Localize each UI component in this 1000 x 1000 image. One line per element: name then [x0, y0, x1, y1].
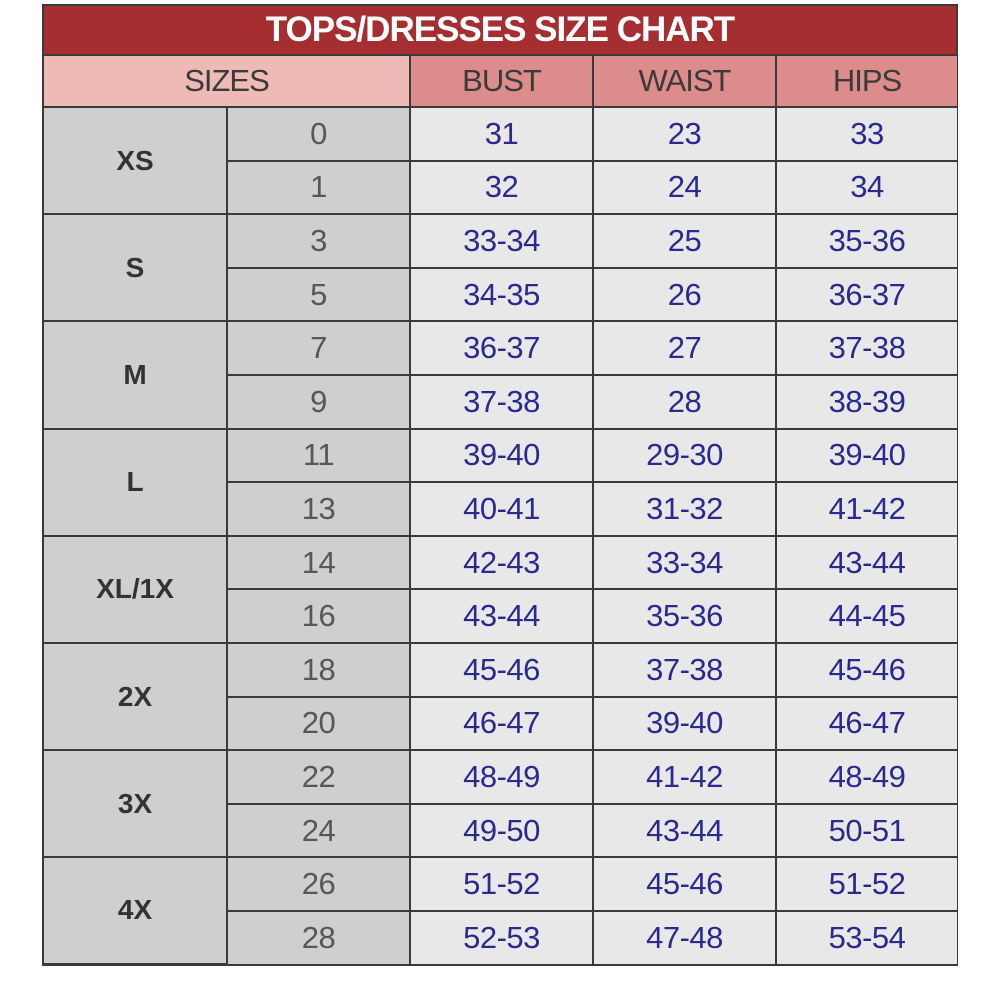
header-row [44, 56, 957, 107]
chart-title: TOPS/DRESSES SIZE CHART [44, 6, 956, 56]
waist-cell: 25 [593, 214, 776, 268]
size-group-label: 4X [44, 857, 227, 963]
bust-cell: 32 [410, 161, 593, 215]
header-waist: WAIST [593, 56, 776, 107]
bust-cell: 45-46 [410, 643, 593, 697]
waist-cell: 31-32 [593, 482, 776, 536]
hips-cell: 50-51 [776, 804, 957, 858]
waist-cell: 29-30 [593, 429, 776, 483]
table-row [44, 429, 957, 483]
table-body [44, 107, 957, 964]
bust-cell: 42-43 [410, 536, 593, 590]
size-group-label: 3X [44, 750, 227, 857]
size-group-label: L [44, 429, 227, 536]
bust-cell: 52-53 [410, 911, 593, 964]
bust-cell: 36-37 [410, 321, 593, 375]
bust-cell: 33-34 [410, 214, 593, 268]
numeric-size-cell: 16 [227, 589, 410, 643]
numeric-size-cell: 18 [227, 643, 410, 697]
header-sizes: SIZES [44, 56, 410, 107]
waist-cell: 47-48 [593, 911, 776, 964]
bust-cell: 40-41 [410, 482, 593, 536]
numeric-size-cell: 11 [227, 429, 410, 483]
table-row [44, 321, 957, 375]
hips-cell: 39-40 [776, 429, 957, 483]
table-row [44, 107, 957, 161]
bust-cell: 39-40 [410, 429, 593, 483]
hips-cell: 38-39 [776, 375, 957, 429]
header-bust: BUST [410, 56, 593, 107]
numeric-size-cell: 20 [227, 697, 410, 751]
size-group-label: XL/1X [44, 536, 227, 643]
numeric-size-cell: 9 [227, 375, 410, 429]
table-row [44, 214, 957, 268]
table-row [44, 857, 957, 911]
table-row [44, 536, 957, 590]
table-row [44, 643, 957, 697]
waist-cell: 39-40 [593, 697, 776, 751]
size-chart [42, 4, 958, 966]
hips-cell: 41-42 [776, 482, 957, 536]
hips-cell: 45-46 [776, 643, 957, 697]
size-group-label: S [44, 214, 227, 321]
hips-cell: 53-54 [776, 911, 957, 964]
hips-cell: 44-45 [776, 589, 957, 643]
bust-cell: 49-50 [410, 804, 593, 858]
numeric-size-cell: 7 [227, 321, 410, 375]
bust-cell: 34-35 [410, 268, 593, 322]
hips-cell: 36-37 [776, 268, 957, 322]
size-group-label: M [44, 321, 227, 428]
numeric-size-cell: 3 [227, 214, 410, 268]
size-table [44, 56, 957, 965]
bust-cell: 31 [410, 107, 593, 161]
waist-cell: 37-38 [593, 643, 776, 697]
hips-cell: 48-49 [776, 750, 957, 804]
waist-cell: 43-44 [593, 804, 776, 858]
numeric-size-cell: 0 [227, 107, 410, 161]
hips-cell: 51-52 [776, 857, 957, 911]
numeric-size-cell: 14 [227, 536, 410, 590]
hips-cell: 34 [776, 161, 957, 215]
bust-cell: 51-52 [410, 857, 593, 911]
waist-cell: 45-46 [593, 857, 776, 911]
waist-cell: 28 [593, 375, 776, 429]
bust-cell: 37-38 [410, 375, 593, 429]
bust-cell: 46-47 [410, 697, 593, 751]
waist-cell: 24 [593, 161, 776, 215]
hips-cell: 43-44 [776, 536, 957, 590]
bust-cell: 48-49 [410, 750, 593, 804]
waist-cell: 27 [593, 321, 776, 375]
hips-cell: 33 [776, 107, 957, 161]
waist-cell: 23 [593, 107, 776, 161]
size-group-label: XS [44, 107, 227, 214]
hips-cell: 46-47 [776, 697, 957, 751]
numeric-size-cell: 22 [227, 750, 410, 804]
size-group-label: 2X [44, 643, 227, 750]
numeric-size-cell: 13 [227, 482, 410, 536]
waist-cell: 35-36 [593, 589, 776, 643]
hips-cell: 35-36 [776, 214, 957, 268]
waist-cell: 26 [593, 268, 776, 322]
waist-cell: 33-34 [593, 536, 776, 590]
header-hips: HIPS [776, 56, 957, 107]
numeric-size-cell: 28 [227, 911, 410, 964]
numeric-size-cell: 26 [227, 857, 410, 911]
numeric-size-cell: 5 [227, 268, 410, 322]
hips-cell: 37-38 [776, 321, 957, 375]
numeric-size-cell: 24 [227, 804, 410, 858]
numeric-size-cell: 1 [227, 161, 410, 215]
table-row [44, 750, 957, 804]
bust-cell: 43-44 [410, 589, 593, 643]
waist-cell: 41-42 [593, 750, 776, 804]
